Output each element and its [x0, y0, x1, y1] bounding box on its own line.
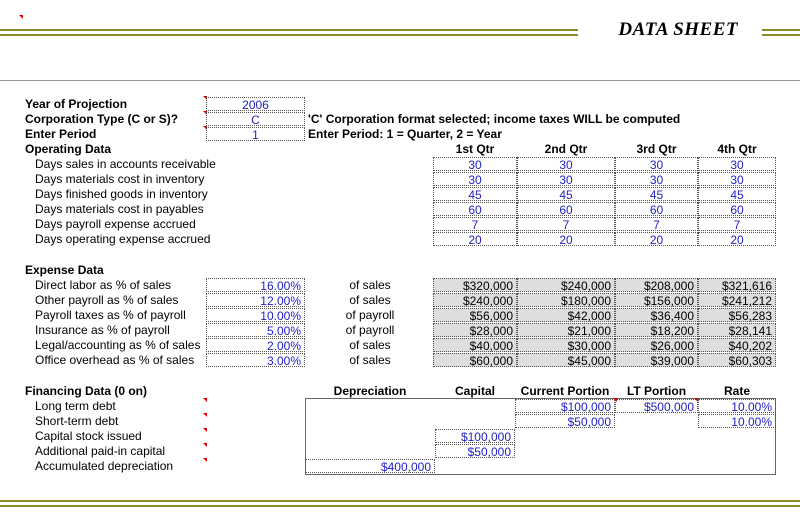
expense-amount-cell: $39,000	[615, 353, 698, 367]
qtr2-header: 2nd Qtr	[544, 142, 588, 156]
year-label: Year of Projection	[25, 97, 128, 111]
long-term-rate-input[interactable]: 10.00%	[698, 399, 776, 413]
expense-amount-cell: $40,000	[433, 338, 517, 352]
expense-amount-cell: $56,000	[433, 308, 517, 322]
expense-amount-cell: $60,000	[433, 353, 517, 367]
expense-amount-cell: $42,000	[517, 308, 615, 322]
financing-title: Financing Data (0 on)	[25, 384, 148, 398]
operating-cell[interactable]: 20	[517, 232, 615, 246]
expense-pct-input[interactable]: 5.00%	[206, 323, 305, 337]
operating-cell[interactable]: 30	[615, 172, 698, 186]
operating-cell[interactable]: 7	[698, 217, 776, 231]
header-divider	[0, 80, 800, 81]
year-input[interactable]: 2006	[206, 97, 305, 111]
expense-row-label: Direct labor as % of sales	[35, 278, 172, 292]
expense-unit: of payroll	[345, 308, 395, 322]
expense-row-label: Payroll taxes as % of payroll	[35, 308, 186, 322]
operating-cell[interactable]: 60	[615, 202, 698, 216]
period-note: Enter Period: 1 = Quarter, 2 = Year	[308, 127, 502, 141]
operating-cell[interactable]: 45	[433, 187, 517, 201]
financing-row-label: Accumulated depreciation	[35, 459, 174, 473]
operating-cell[interactable]: 60	[517, 202, 615, 216]
footer-rule-2	[0, 505, 800, 507]
rate-header: Rate	[723, 384, 750, 398]
expense-pct-input[interactable]: 12.00%	[206, 293, 305, 307]
qtr3-header: 3rd Qtr	[636, 142, 677, 156]
depreciation-header: Depreciation	[333, 384, 407, 398]
operating-cell[interactable]: 20	[433, 232, 517, 246]
operating-cell[interactable]: 7	[615, 217, 698, 231]
operating-title: Operating Data	[25, 142, 112, 156]
expense-amount-cell: $321,616	[698, 278, 776, 292]
comment-marker-icon[interactable]	[19, 15, 23, 19]
expense-row-label: Office overhead as % of sales	[35, 353, 195, 367]
operating-row-label: Days materials cost in inventory	[35, 172, 205, 186]
header-rule-right-2	[762, 34, 800, 36]
operating-cell[interactable]: 45	[517, 187, 615, 201]
capital-stock-input[interactable]: $100,000	[435, 429, 515, 443]
expense-amount-cell: $28,000	[433, 323, 517, 337]
paid-in-capital-input[interactable]: $50,000	[435, 444, 515, 458]
financing-row-label: Long term debt	[35, 399, 116, 413]
operating-cell[interactable]: 30	[615, 157, 698, 171]
operating-row-label: Days payroll expense accrued	[35, 217, 196, 231]
corp-type-note: 'C' Corporation format selected; income taxes WILL be computed	[308, 112, 681, 126]
financing-row-label: Additional paid-in capital	[35, 444, 166, 458]
expense-amount-cell: $26,000	[615, 338, 698, 352]
operating-cell[interactable]: 20	[615, 232, 698, 246]
operating-row-label: Days operating expense accrued	[35, 232, 211, 246]
operating-cell[interactable]: 60	[698, 202, 776, 216]
header-rule-right	[762, 29, 800, 31]
expense-unit: of sales	[349, 353, 391, 367]
comment-marker-icon[interactable]	[203, 428, 207, 432]
operating-row-label: Days sales in accounts receivable	[35, 157, 216, 171]
short-term-current-input[interactable]: $50,000	[515, 414, 615, 428]
long-term-current-input[interactable]: $100,000	[515, 399, 615, 413]
expense-amount-cell: $240,000	[517, 278, 615, 292]
expense-amount-cell: $18,200	[615, 323, 698, 337]
operating-cell[interactable]: 30	[517, 172, 615, 186]
expense-amount-cell: $21,000	[517, 323, 615, 337]
current-portion-header: Current Portion	[520, 384, 610, 398]
expense-pct-input[interactable]: 10.00%	[206, 308, 305, 322]
expense-row-label: Insurance as % of payroll	[35, 323, 170, 337]
operating-row-label: Days finished goods in inventory	[35, 187, 208, 201]
corp-type-input[interactable]: C	[206, 112, 305, 126]
expense-amount-cell: $241,212	[698, 293, 776, 307]
operating-cell[interactable]: 20	[698, 232, 776, 246]
expense-amount-cell: $30,000	[517, 338, 615, 352]
qtr1-header: 1st Qtr	[455, 142, 495, 156]
operating-row-label: Days materials cost in payables	[35, 202, 204, 216]
expense-amount-cell: $60,303	[698, 353, 776, 367]
operating-cell[interactable]: 30	[433, 172, 517, 186]
expense-amount-cell: $56,283	[698, 308, 776, 322]
expense-amount-cell: $180,000	[517, 293, 615, 307]
header-rule-left	[0, 29, 578, 31]
expense-amount-cell: $208,000	[615, 278, 698, 292]
expense-pct-input[interactable]: 3.00%	[206, 353, 305, 367]
expense-amount-cell: $28,141	[698, 323, 776, 337]
expense-row-label: Legal/accounting as % of sales	[35, 338, 201, 352]
operating-cell[interactable]: 30	[698, 172, 776, 186]
expense-amount-cell: $240,000	[433, 293, 517, 307]
operating-cell[interactable]: 45	[615, 187, 698, 201]
operating-cell[interactable]: 60	[433, 202, 517, 216]
comment-marker-icon[interactable]	[203, 443, 207, 447]
comment-marker-icon[interactable]	[203, 458, 207, 462]
footer-rule	[0, 500, 800, 502]
period-label: Enter Period	[25, 127, 97, 141]
long-term-lt-input[interactable]: $500,000	[615, 399, 698, 413]
operating-cell[interactable]: 30	[698, 157, 776, 171]
expense-amount-cell: $40,202	[698, 338, 776, 352]
expense-pct-input[interactable]: 2.00%	[206, 338, 305, 352]
expense-amount-cell: $45,000	[517, 353, 615, 367]
comment-marker-icon[interactable]	[203, 413, 207, 417]
capital-header: Capital	[454, 384, 495, 398]
expense-pct-input[interactable]: 16.00%	[206, 278, 305, 292]
header-rule-left-2	[0, 34, 578, 36]
operating-cell[interactable]: 30	[433, 157, 517, 171]
expense-unit: of sales	[349, 278, 391, 292]
expense-unit: of payroll	[345, 323, 395, 337]
lt-portion-header: LT Portion	[626, 384, 687, 398]
expense-row-label: Other payroll as % of sales	[35, 293, 179, 307]
expense-title: Expense Data	[25, 263, 104, 277]
operating-cell[interactable]: 45	[698, 187, 776, 201]
expense-unit: of sales	[349, 293, 391, 307]
expense-amount-cell: $320,000	[433, 278, 517, 292]
period-input[interactable]: 1	[206, 127, 305, 141]
expense-unit: of sales	[349, 338, 391, 352]
financing-row-label: Short-term debt	[35, 414, 119, 428]
operating-cell[interactable]: 7	[517, 217, 615, 231]
operating-cell[interactable]: 7	[433, 217, 517, 231]
short-term-rate-input[interactable]: 10.00%	[698, 414, 776, 428]
expense-amount-cell: $156,000	[615, 293, 698, 307]
corp-type-label: Corporation Type (C or S)?	[25, 112, 179, 126]
financing-row-label: Capital stock issued	[35, 429, 142, 443]
sheet-title: DATA SHEET	[618, 19, 738, 40]
operating-cell[interactable]: 30	[517, 157, 615, 171]
comment-marker-icon[interactable]	[203, 398, 207, 402]
accumulated-depreciation-input[interactable]: $400,000	[305, 459, 435, 473]
expense-amount-cell: $36,400	[615, 308, 698, 322]
qtr4-header: 4th Qtr	[717, 142, 757, 156]
